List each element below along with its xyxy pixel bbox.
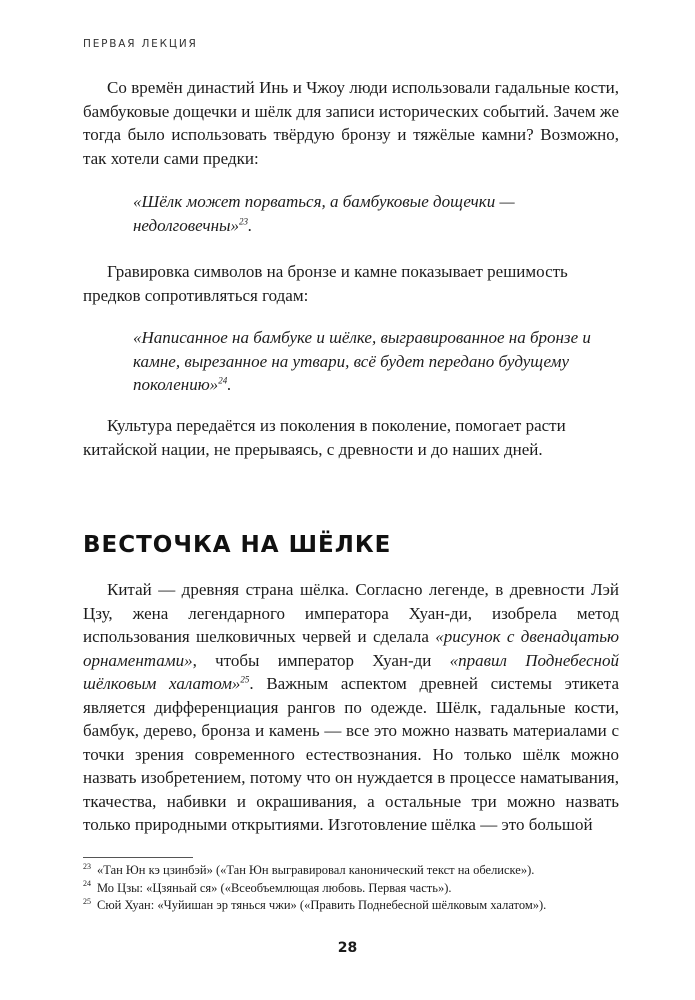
footnote-text: «Тан Юн кэ цзинбэй» («Тан Юн выгравировал канонический текст на обелиске»). — [97, 863, 535, 877]
footnote-ref-23[interactable]: 23 — [239, 215, 249, 226]
footnote-25 — [83, 897, 643, 915]
silk-text-end: . Важным аспектом древней системы этикета является дифференциация рангов по одежде. Шёлк, гадальные кости, бамбук, дерево, бронза и камень — все это можно назвать материалами с точки зрения современного естествознания. Но только шёлк можно назвать изобретением, потому что он нуждается в процессе наматывания, ткачества, набивки и окрашивания, а остальные три можно назвать только природными открытиями. Изготовление шёлка — это большой — [83, 674, 619, 834]
footnote-text: Сюй Хуан: «Чуйишан эр тянься чжи» («Править Поднебесной шёлковым халатом»). — [97, 898, 547, 912]
paragraph-intro: Со времён династий Инь и Чжоу люди использовали гадальные кости, бамбуковые дощечки и шёлк для записи исторических событий. Зачем же тогда было использовать твёрдую бронзу и тяжёлые камни? Возможно, так хотели сами предки: — [83, 78, 619, 168]
footnote-23 — [83, 862, 643, 880]
paragraph-engraving: Гравировка символов на бронзе и камне показывает решимость предков сопротивляться годам: — [83, 262, 568, 305]
footnote-number: 24 — [83, 879, 91, 889]
quote-silk-text: «Шёлк может порваться, а бамбуковые дощечки — недолговечны» — [133, 192, 515, 235]
paragraph-culture: Культура передаётся из поколения в поколение, помогает расти китайской нации, не прерываясь, с древности и до наших дней. — [83, 416, 566, 459]
footnote-divider — [83, 857, 193, 858]
silk-text-mid: , чтобы император Хуан-ди — [192, 650, 450, 670]
footnote-ref-24[interactable]: 24 — [218, 375, 228, 386]
footnote-ref-25[interactable]: 25 — [240, 674, 250, 685]
quote-bamboo-text: «Написанное на бамбуке и шёлке, выгравированное на бронзе и камне, вырезанное на утвари, всё будет передано будущему поколению» — [133, 328, 591, 394]
quote-bamboo: «Написанное на бамбуке и шёлке, выгравированное на бронзе и камне, вырезанное на утвари, всё будет передано будущему поколению»$^{24}$. — [133, 328, 591, 394]
footnote-number: 23 — [83, 861, 91, 871]
section-title: ВЕСТОЧКА НА ШЁЛКЕ — [83, 532, 392, 558]
silk-text-start: Китай — древняя страна шёлка. Согласно легенде, в древности Лэй Цзу, жена легендарного императора Хуан-ди, изобрела метод использования шелковичных червей и сделала — [83, 580, 619, 646]
silk-emphasis-ornaments: «рисунок с двенадцатью орнаментами» — [83, 627, 619, 670]
paragraph-silk-message — [83, 578, 619, 837]
quote-silk: «Шёлк может порваться, а бамбуковые дощечки — недолговечны»$^{23}$. — [133, 192, 515, 235]
footnotes — [83, 862, 643, 915]
footnote-24 — [83, 880, 643, 898]
page-number: 28 — [337, 940, 358, 956]
running-head: ПЕРВАЯ ЛЕКЦИЯ — [83, 38, 198, 50]
silk-emphasis-robe: «правил Поднебесной шёлковым халатом» — [83, 650, 619, 693]
footnote-number: 25 — [83, 896, 91, 906]
footnote-text: Мо Цзы: «Цзяньай ся» («Всеобъемлющая любовь. Первая часть»). — [97, 880, 452, 895]
